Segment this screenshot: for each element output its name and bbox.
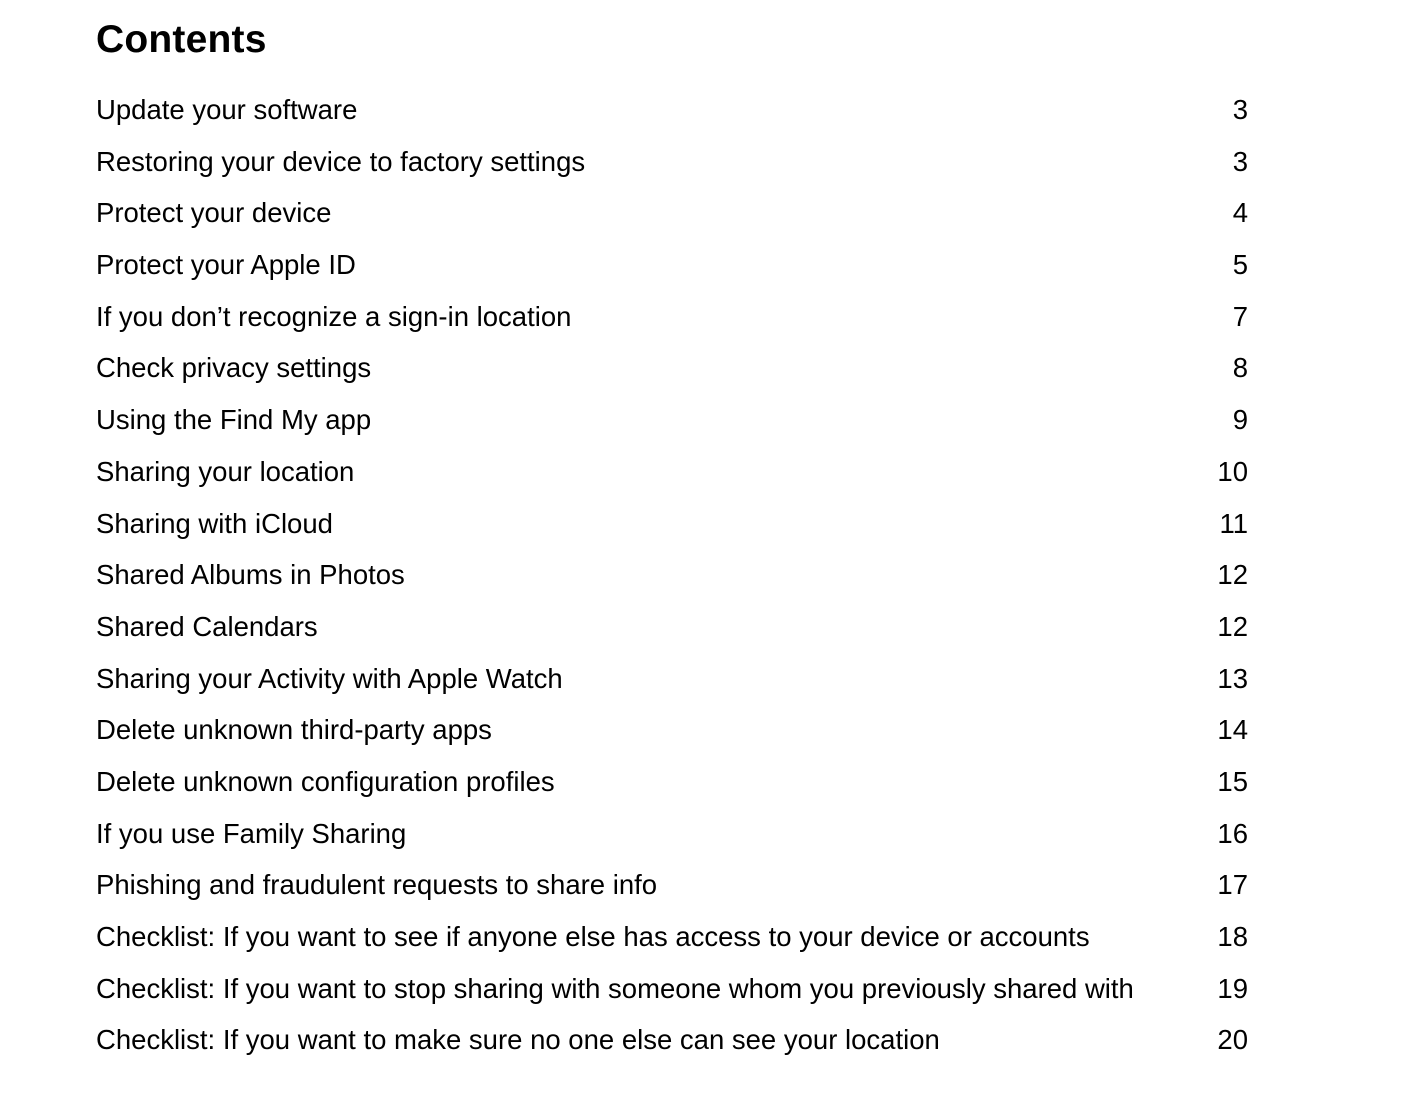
toc-entry[interactable]	[96, 1014, 1248, 1066]
toc-entry-label: Checklist: If you want to stop sharing with someone whom you previously shared with	[96, 972, 1134, 1004]
toc-entry-page-number: 5	[1232, 249, 1248, 281]
toc-entry-label: Shared Albums in Photos	[96, 559, 405, 591]
toc-entry-page-number: 10	[1217, 455, 1248, 487]
toc-entry-page-number: 17	[1217, 869, 1248, 901]
toc-entry[interactable]	[96, 291, 1248, 343]
toc-entry-label: Sharing with iCloud	[96, 507, 333, 539]
toc-entry-label: Delete unknown configuration profiles	[96, 765, 555, 797]
toc-entry-label: Check privacy settings	[96, 352, 372, 384]
toc-entry[interactable]	[96, 446, 1248, 498]
toc-entry[interactable]	[96, 963, 1248, 1015]
toc-entry[interactable]	[96, 394, 1248, 446]
toc-entry-page-number: 7	[1232, 300, 1248, 332]
toc-entry[interactable]	[96, 859, 1248, 911]
toc-entry[interactable]	[96, 911, 1248, 963]
toc-entry[interactable]	[96, 808, 1248, 860]
toc-entry[interactable]	[96, 239, 1248, 291]
toc-entry-label: Phishing and fraudulent requests to share info	[96, 869, 658, 901]
toc-entry-label: Update your software	[96, 94, 358, 125]
toc-entry-label: If you use Family Sharing	[96, 817, 407, 849]
toc-entry-label: Using the Find My app	[96, 404, 372, 436]
toc-entry-page-number: 11	[1219, 507, 1248, 539]
toc-entry-page-number: 9	[1232, 404, 1248, 436]
toc-entry-page-number: 14	[1217, 714, 1248, 746]
page-title: Contents	[96, 18, 267, 61]
toc-entry-label: Protect your Apple ID	[96, 249, 356, 281]
toc-entry-label: If you don’t recognize a sign-in location	[96, 300, 572, 332]
toc-entry-label: Sharing your Activity with Apple Watch	[96, 662, 563, 694]
toc-entry-page-number: 3	[1232, 94, 1248, 125]
toc-entry[interactable]	[96, 601, 1248, 653]
toc-entry-label: Shared Calendars	[96, 610, 318, 642]
toc-entry-label: Checklist: If you want to make sure no one else can see your location	[96, 1024, 940, 1056]
toc-entry[interactable]	[96, 342, 1248, 394]
toc-entry-page-number: 16	[1217, 817, 1248, 849]
toc-entry[interactable]	[96, 704, 1248, 756]
toc-entry[interactable]	[96, 136, 1248, 188]
toc-entry[interactable]	[96, 84, 1248, 136]
toc-entry-label: Sharing your location	[96, 455, 355, 487]
toc-entry-label: Checklist: If you want to see if anyone else has access to your device or accounts	[96, 921, 1090, 952]
toc-entry-page-number: 8	[1232, 352, 1248, 384]
toc-entry-page-number: 12	[1217, 559, 1248, 591]
toc-entry[interactable]	[96, 187, 1248, 239]
toc-entry-page-number: 13	[1217, 662, 1248, 694]
toc-entry[interactable]	[96, 498, 1248, 550]
toc-entry[interactable]	[96, 653, 1248, 705]
toc-entry-label: Delete unknown third-party apps	[96, 714, 492, 746]
toc-entry-page-number: 4	[1232, 197, 1248, 229]
toc-entry-label: Protect your device	[96, 197, 332, 229]
toc-entry[interactable]	[96, 549, 1248, 601]
toc-entry-page-number: 12	[1217, 610, 1248, 642]
toc-entry-page-number: 15	[1217, 765, 1248, 797]
toc-entry-label: Restoring your device to factory settings	[96, 145, 586, 177]
toc-entry-page-number: 20	[1217, 1024, 1248, 1056]
toc-entry-page-number: 18	[1217, 921, 1248, 952]
toc-entry-page-number: 3	[1232, 145, 1248, 177]
toc-list	[96, 84, 1248, 1066]
toc-entry-page-number: 19	[1217, 972, 1248, 1004]
toc-entry[interactable]	[96, 756, 1248, 808]
